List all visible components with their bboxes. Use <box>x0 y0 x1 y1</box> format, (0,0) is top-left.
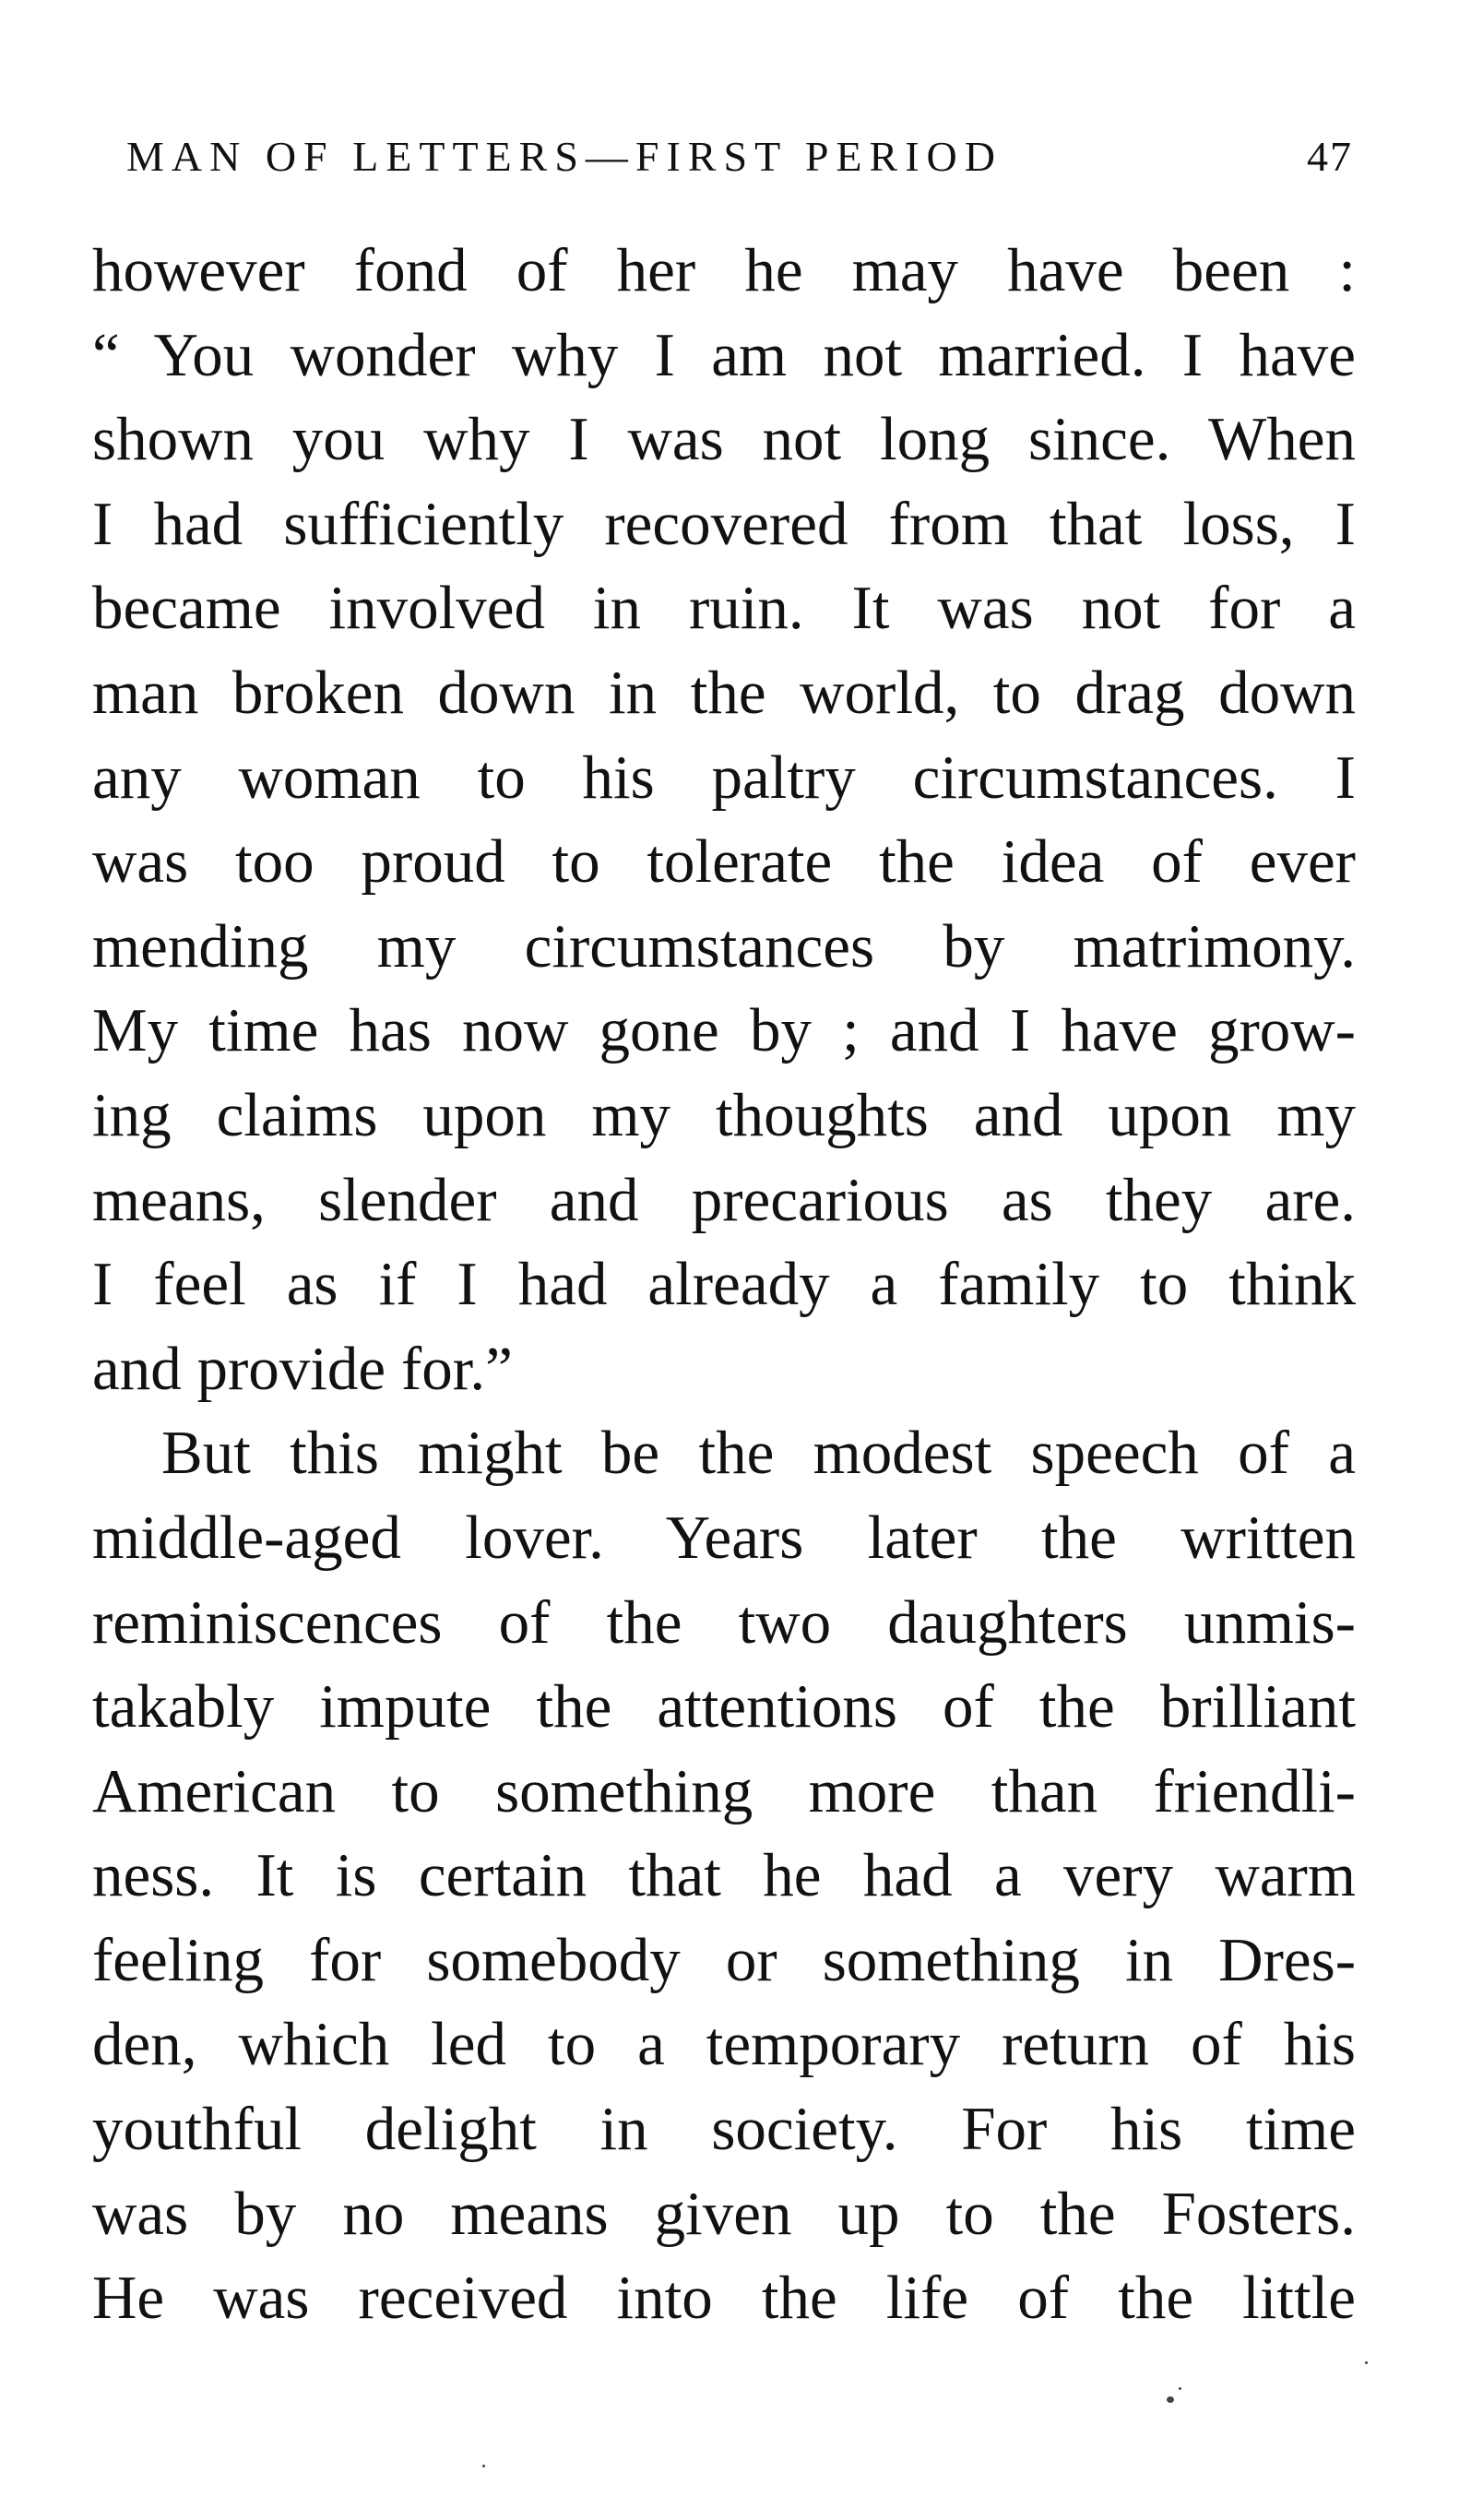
text-line: feeling for somebody or something in Dres- <box>92 1925 1356 1994</box>
text-line: youthful delight in society. For his time <box>92 2095 1356 2164</box>
text-line: ing claims upon my thoughts and upon my <box>92 1080 1356 1149</box>
text-line: means, slender and precarious as they are. <box>92 1165 1356 1234</box>
text-line: was too proud to tolerate the idea of ever <box>92 827 1356 897</box>
text-line: man broken down in the world, to drag down <box>92 658 1356 727</box>
text-line: shown you why I was not long since. When <box>92 405 1356 474</box>
running-head <box>126 129 1353 184</box>
ink-speck <box>1167 2396 1174 2403</box>
text-line: takably impute the attentions of the brilliant <box>92 1672 1356 1741</box>
text-line: I feel as if I had already a family to think <box>92 1250 1356 1319</box>
ink-speck <box>1365 2361 1368 2364</box>
text-line: American to something more than friendli- <box>92 1756 1356 1825</box>
text-line: But this might be the modest speech of a <box>161 1419 1356 1488</box>
text-line: My time has now gone by ; and I have grow- <box>92 996 1356 1065</box>
text-line: I had sufficiently recovered from that loss, I <box>92 489 1356 558</box>
text-line: ness. It is certain that he had a very warm <box>92 1841 1356 1910</box>
text-line: was by no means given up to the Fosters. <box>92 2179 1356 2248</box>
page-number: 47 <box>1307 133 1353 180</box>
text-line: mending my circumstances by matrimony. <box>92 911 1356 981</box>
ink-speck <box>482 2465 485 2467</box>
text-line: however fond of her he may have been : <box>92 236 1356 304</box>
ink-speck <box>1179 2387 1181 2390</box>
running-head-title: MAN OF LETTERS—FIRST PERIOD <box>126 133 1003 180</box>
text-line: any woman to his paltry circumstances. I <box>92 743 1356 812</box>
body-text <box>92 229 1356 2341</box>
text-line: and provide for.” <box>92 1334 513 1403</box>
text-line: became involved in ruin. It was not for a <box>92 574 1356 643</box>
text-line: “ You wonder why I am not married. I have <box>92 320 1356 389</box>
text-line: reminiscences of the two daughters unmis- <box>92 1587 1356 1657</box>
text-line: He was received into the life of the little <box>92 2264 1356 2333</box>
text-line: den, which led to a temporary return of his <box>92 2010 1356 2079</box>
text-line: middle-aged lover. Years later the written <box>92 1503 1356 1572</box>
